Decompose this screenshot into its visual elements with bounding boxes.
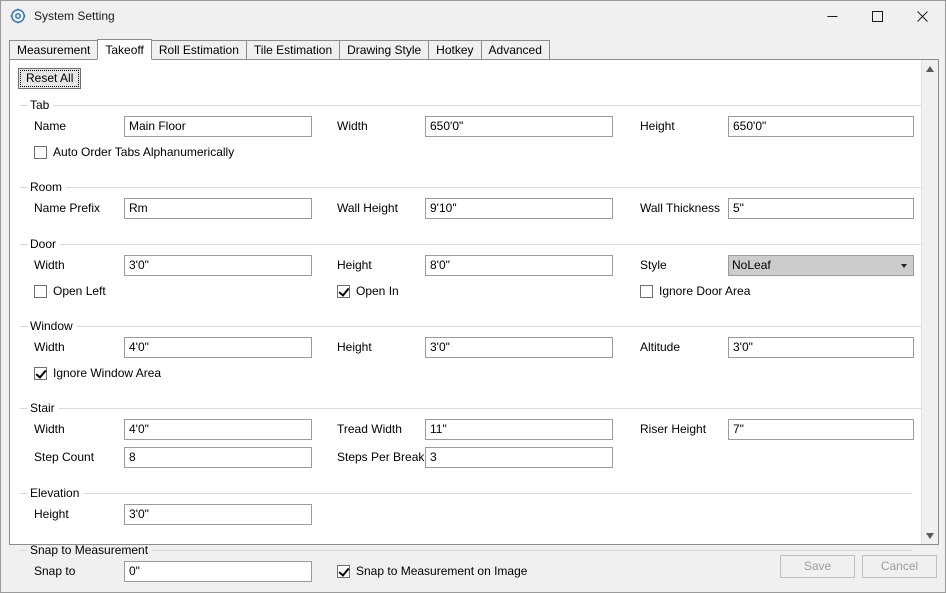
door-row-2 — [20, 280, 930, 302]
ignore-door-area-label: Ignore Door Area — [659, 284, 751, 298]
room-wall-height-label: Wall Height — [337, 201, 398, 215]
door-open-in-cell — [337, 284, 640, 298]
ignore-window-area-checkbox[interactable] — [34, 366, 161, 380]
elevation-height-label: Height — [34, 507, 69, 521]
tab-takeoff[interactable] — [97, 39, 151, 60]
tab-height-label: Height — [640, 119, 675, 133]
checkbox-box — [34, 146, 47, 159]
tab-label: Hotkey — [436, 43, 474, 57]
tab-label: Roll Estimation — [158, 43, 239, 57]
stair-step-count-field — [34, 447, 337, 468]
group-room — [20, 180, 930, 228]
door-style-select[interactable] — [728, 255, 914, 276]
tab-width-field — [337, 116, 640, 137]
stair-width-label: Width — [34, 422, 65, 436]
stair-step-count-label: Step Count — [34, 450, 95, 464]
room-wall-thickness-field — [640, 198, 930, 219]
elevation-row-1 — [20, 502, 912, 526]
tab-height-input[interactable] — [728, 116, 914, 137]
door-height-field — [337, 255, 640, 276]
stair-tread-width-field — [337, 419, 640, 440]
tab-name-input[interactable] — [124, 116, 312, 137]
elevation-height-input[interactable] — [124, 504, 312, 525]
door-height-label: Height — [337, 258, 372, 272]
door-row-1 — [20, 253, 930, 277]
stair-tread-width-input[interactable] — [425, 419, 613, 440]
close-button[interactable] — [900, 1, 945, 32]
stair-tread-width-label: Tread Width — [337, 422, 402, 436]
tab-height-field — [640, 116, 930, 137]
dialog-footer — [9, 553, 937, 579]
tab-label: Drawing Style — [347, 43, 422, 57]
stair-row-2 — [20, 445, 930, 469]
minimize-button[interactable] — [810, 1, 855, 32]
ignore-window-area-label: Ignore Window Area — [53, 366, 162, 380]
scroll-up-button[interactable] — [922, 60, 938, 77]
open-left-checkbox[interactable] — [34, 284, 143, 298]
tab-tile-estimation[interactable] — [246, 40, 340, 60]
room-name-prefix-input[interactable] — [124, 198, 312, 219]
stair-step-count-input[interactable] — [124, 447, 312, 468]
stair-width-field — [34, 419, 337, 440]
group-stair — [20, 401, 930, 477]
window-height-field — [337, 337, 640, 358]
reset-all-button[interactable]: Reset All — [18, 68, 81, 89]
stair-row-1 — [20, 417, 930, 441]
room-wall-thickness-input[interactable] — [728, 198, 914, 219]
group-snap-legend: Snap to Measurement — [30, 543, 149, 557]
snap-to-label: Snap to — [34, 564, 76, 578]
tab-width-label: Width — [337, 119, 368, 133]
tab-label: Tile Estimation — [253, 43, 333, 57]
door-height-input[interactable] — [425, 255, 613, 276]
title-bar — [1, 1, 945, 32]
stair-riser-height-input[interactable] — [728, 419, 914, 440]
window-width-field — [34, 337, 337, 358]
checkbox-box — [337, 285, 350, 298]
gear-icon — [10, 8, 26, 24]
snap-on-image-label: Snap to Measurement on Image — [356, 564, 528, 578]
tab-row-2 — [20, 141, 930, 163]
maximize-button[interactable] — [855, 1, 900, 32]
tab-width-input[interactable] — [425, 116, 613, 137]
door-style-field — [640, 255, 930, 276]
group-window-legend: Window — [30, 319, 73, 333]
stair-steps-per-break-input[interactable] — [425, 447, 613, 468]
elevation-height-field — [34, 504, 337, 525]
tab-hotkey[interactable] — [428, 40, 481, 60]
door-ignore-area-cell — [640, 284, 930, 298]
window-controls — [810, 1, 945, 32]
door-width-input[interactable] — [124, 255, 312, 276]
group-elevation — [20, 486, 912, 534]
group-room-legend: Room — [30, 180, 63, 194]
checkbox-box — [34, 367, 47, 380]
checkbox-box — [640, 285, 653, 298]
settings-tabstrip — [9, 39, 549, 60]
group-tab — [20, 98, 930, 171]
group-elevation-legend: Elevation — [30, 486, 80, 500]
room-row-1 — [20, 196, 930, 220]
room-name-prefix-field — [34, 198, 337, 219]
door-width-field — [34, 255, 337, 276]
save-button[interactable]: Save — [780, 555, 855, 578]
window-title: System Setting — [34, 9, 115, 23]
group-stair-legend: Stair — [30, 401, 55, 415]
tab-roll-estimation[interactable] — [151, 40, 247, 60]
auto-order-tabs-label: Auto Order Tabs Alphanumerically — [53, 145, 235, 159]
group-door — [20, 237, 930, 310]
stair-riser-height-field — [640, 419, 930, 440]
room-wall-thickness-label: Wall Thickness — [640, 201, 721, 215]
room-name-prefix-label: Name Prefix — [34, 201, 101, 215]
panel-scrollbar[interactable] — [921, 60, 938, 544]
door-width-label: Width — [34, 258, 65, 272]
room-wall-height-field — [337, 198, 640, 219]
open-in-checkbox[interactable] — [337, 284, 444, 298]
group-window — [20, 319, 930, 392]
scrollbar-track[interactable] — [922, 77, 938, 527]
window-height-label: Height — [337, 340, 372, 354]
tab-row-1 — [20, 114, 930, 138]
ignore-door-area-checkbox[interactable] — [640, 284, 751, 298]
scroll-down-button[interactable] — [922, 527, 938, 544]
tab-name-field — [34, 116, 337, 137]
window-height-input[interactable] — [425, 337, 613, 358]
window-altitude-input[interactable] — [728, 337, 914, 358]
group-tab-legend: Tab — [30, 98, 50, 112]
auto-order-tabs-checkbox[interactable] — [34, 145, 234, 159]
stair-riser-height-label: Riser Height — [640, 422, 707, 436]
window-row-1 — [20, 335, 930, 359]
tab-measurement[interactable] — [9, 40, 98, 60]
cancel-button[interactable]: Cancel — [862, 555, 937, 578]
tab-advanced[interactable] — [481, 40, 550, 60]
tab-name-label: Name — [34, 119, 67, 133]
tab-label: Takeoff — [105, 42, 144, 57]
tab-label: Advanced — [488, 43, 542, 57]
open-left-label: Open Left — [53, 284, 106, 298]
room-wall-height-input[interactable] — [425, 198, 613, 219]
stair-width-input[interactable] — [124, 419, 312, 440]
tab-label: Measurement — [17, 43, 91, 57]
window-row-2 — [20, 362, 930, 384]
window-width-input[interactable] — [124, 337, 312, 358]
stair-steps-per-break-label: Steps Per Break — [337, 450, 425, 464]
tab-drawing-style[interactable] — [339, 40, 429, 60]
door-open-left-cell — [34, 284, 337, 298]
window-width-label: Width — [34, 340, 65, 354]
open-in-label: Open In — [356, 284, 399, 298]
door-style-select-wrap — [728, 255, 914, 276]
group-door-legend: Door — [30, 237, 57, 251]
checkbox-box — [34, 285, 47, 298]
window-altitude-label: Altitude — [640, 340, 681, 354]
window-altitude-field — [640, 337, 930, 358]
door-style-label: Style — [640, 258, 667, 272]
stair-steps-per-break-field — [337, 447, 640, 468]
